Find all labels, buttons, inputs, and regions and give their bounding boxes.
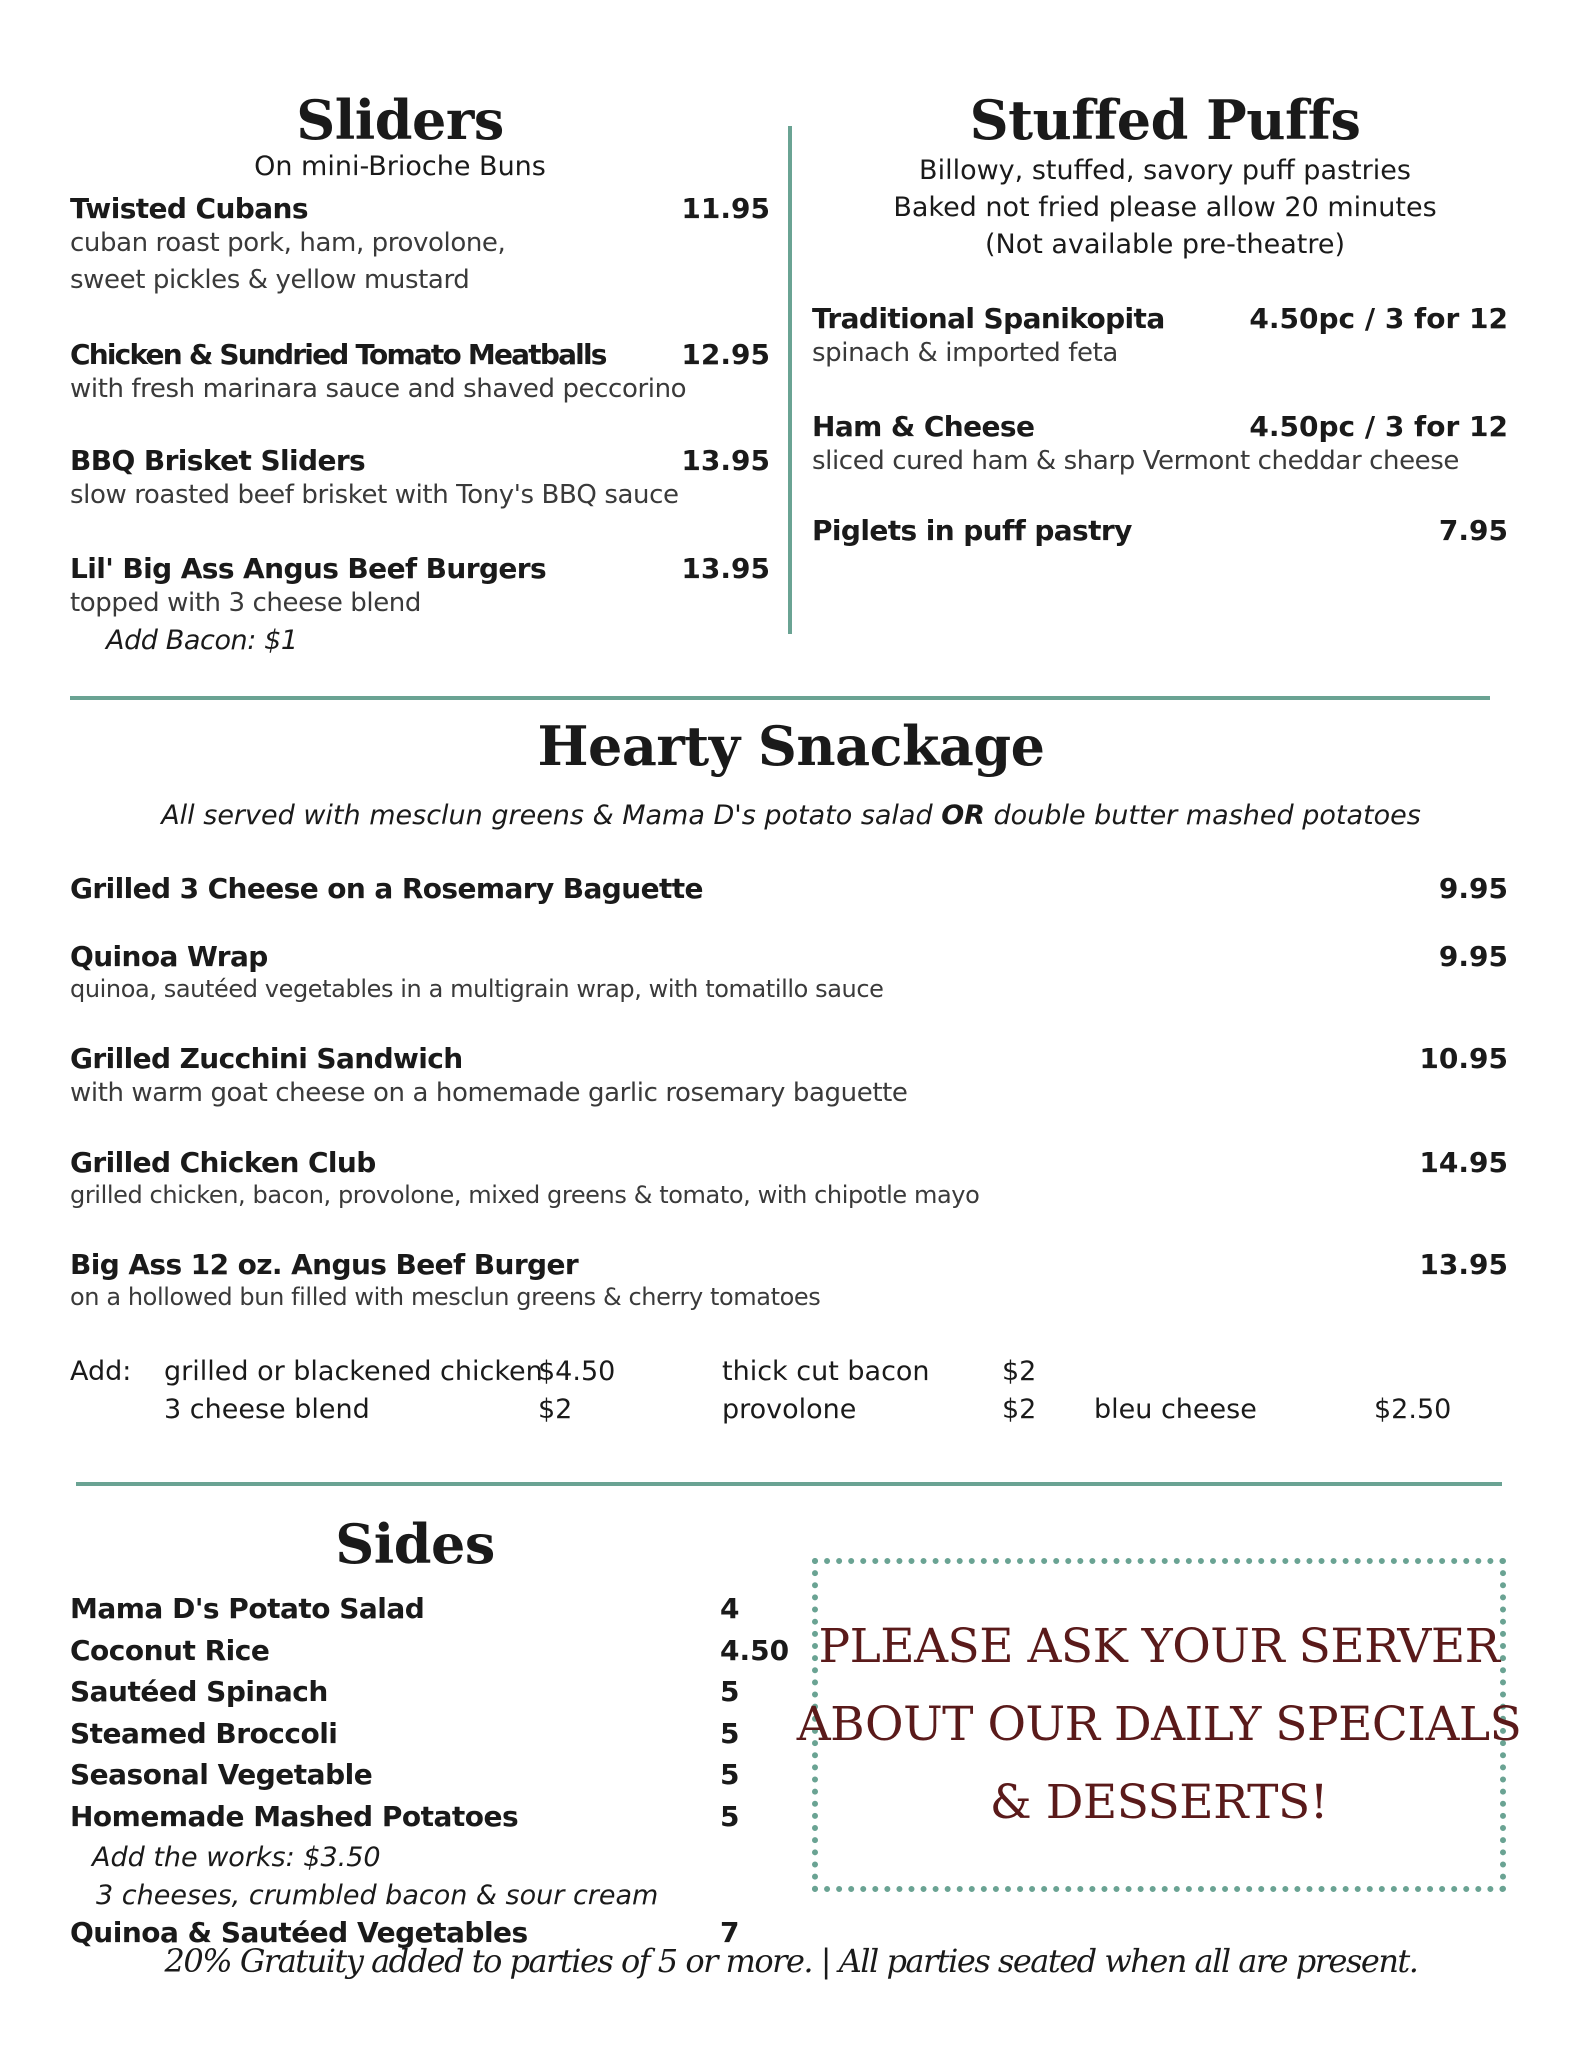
item-desc: slow roasted beef brisket with Tony's BBQ sauce xyxy=(70,480,679,510)
puffs-subtitle xyxy=(820,152,1510,263)
addon-cheese-blend-price: $2 xyxy=(538,1394,573,1425)
addon-bacon-price: $2 xyxy=(1002,1356,1037,1387)
addon-chicken-price: $4.50 xyxy=(538,1356,616,1387)
side-name: Quinoa & Sautéed Vegetables xyxy=(70,1916,528,1949)
item-desc: quinoa, sautéed vegetables in a multigrain wrap, with tomatillo sauce xyxy=(70,975,884,1003)
item-price: 7.95 xyxy=(1438,514,1508,547)
slider-item xyxy=(70,444,770,514)
puffs-subtitle-line: Baked not fried please allow 20 minutes xyxy=(893,192,1437,223)
sides-title: Sides xyxy=(335,1512,495,1576)
addons-label: Add: xyxy=(70,1356,132,1387)
column-divider xyxy=(788,126,792,634)
side-price: 4 xyxy=(720,1592,740,1625)
addon-bleu-price: $2.50 xyxy=(1374,1394,1452,1425)
side-row xyxy=(70,1590,810,1632)
addon-bacon: thick cut bacon xyxy=(722,1356,930,1387)
item-price: 9.95 xyxy=(1438,940,1508,973)
item-name: Ham & Cheese xyxy=(812,410,1035,443)
addon-bleu: bleu cheese xyxy=(1094,1394,1257,1425)
item-name: Lil' Big Ass Angus Beef Burgers xyxy=(70,552,547,585)
item-price: 13.95 xyxy=(681,552,770,585)
side-price: 5 xyxy=(720,1716,740,1750)
hearty-item xyxy=(70,872,1508,905)
item-desc: cuban roast pork, ham, provolone, xyxy=(70,228,506,258)
side-price: 7 xyxy=(720,1916,740,1949)
item-name: Twisted Cubans xyxy=(70,192,308,225)
hearty-item xyxy=(70,1146,1508,1211)
item-name: Quinoa Wrap xyxy=(70,940,268,973)
addon-chicken: grilled or blackened chicken xyxy=(164,1356,543,1387)
side-price: 5 xyxy=(720,1799,740,1833)
hearty-item xyxy=(70,940,1508,1005)
item-name: BBQ Brisket Sliders xyxy=(70,444,366,477)
sliders-subtitle: On mini-Brioche Buns xyxy=(254,151,546,182)
puffs-title: Stuffed Puffs xyxy=(969,88,1361,152)
side-row xyxy=(70,1673,810,1715)
side-row xyxy=(70,1798,810,1840)
side-row xyxy=(70,1632,810,1674)
puff-item xyxy=(812,302,1508,372)
item-addon: Add Bacon: $1 xyxy=(106,625,298,656)
hearty-item xyxy=(70,1042,1508,1112)
slider-item xyxy=(70,338,770,408)
section-divider xyxy=(70,696,1490,700)
item-price: 13.95 xyxy=(681,444,770,477)
footer-note: 20% Gratuity added to parties of 5 or more. | All parties seated when all are present. xyxy=(164,1942,1418,1980)
side-price: 5 xyxy=(720,1675,740,1708)
item-price: 13.95 xyxy=(1419,1248,1508,1281)
item-name: Piglets in puff pastry xyxy=(812,514,1132,547)
item-desc: with warm goat cheese on a homemade garlic rosemary baguette xyxy=(70,1078,908,1108)
item-name: Grilled Chicken Club xyxy=(70,1146,376,1179)
slider-item xyxy=(70,192,770,299)
side-row xyxy=(70,1715,810,1757)
item-desc: with fresh marinara sauce and shaved peccorino xyxy=(70,374,687,404)
item-name: Grilled Zucchini Sandwich xyxy=(70,1042,463,1075)
sliders-title: Sliders xyxy=(296,88,504,152)
slider-item xyxy=(70,552,770,659)
puff-item xyxy=(812,514,1508,547)
puffs-subtitle-line: Billowy, stuffed, savory puff pastries xyxy=(919,155,1411,186)
sides-list xyxy=(70,1590,810,1956)
hearty-subtitle-text: double butter mashed potatoes xyxy=(984,800,1421,831)
item-name: Chicken & Sundried Tomato Meatballs xyxy=(70,338,606,371)
item-desc: on a hollowed bun filled with mesclun greens & cherry tomatoes xyxy=(70,1283,821,1311)
hearty-title: Hearty Snackage xyxy=(537,714,1045,778)
item-price: 12.95 xyxy=(681,338,770,371)
addon-provolone: provolone xyxy=(722,1394,857,1425)
puff-item xyxy=(812,410,1508,480)
item-name: Big Ass 12 oz. Angus Beef Burger xyxy=(70,1248,579,1281)
item-name: Traditional Spanikopita xyxy=(812,302,1165,335)
item-price: 9.95 xyxy=(1438,872,1508,905)
item-desc: sweet pickles & yellow mustard xyxy=(70,265,470,295)
hearty-subtitle-text: All served with mesclun greens & Mama D's potato salad xyxy=(161,800,942,831)
hearty-subtitle xyxy=(0,800,1582,831)
side-name: Homemade Mashed Potatoes xyxy=(70,1799,519,1833)
side-price: 4.50 xyxy=(720,1633,790,1667)
specials-line: & DESSERTS! xyxy=(989,1775,1329,1830)
side-price: 5 xyxy=(720,1758,740,1791)
item-price: 14.95 xyxy=(1419,1146,1508,1179)
item-price: 11.95 xyxy=(681,192,770,225)
side-name: Coconut Rice xyxy=(70,1633,270,1667)
side-name: Mama D's Potato Salad xyxy=(70,1592,425,1625)
side-name: Steamed Broccoli xyxy=(70,1716,338,1750)
puffs-subtitle-line: (Not available pre-theatre) xyxy=(985,229,1345,260)
specials-box xyxy=(796,1558,1522,1892)
hearty-subtitle-or: OR xyxy=(941,800,985,831)
addon-provolone-price: $2 xyxy=(1002,1394,1037,1425)
item-desc: topped with 3 cheese blend xyxy=(70,588,421,618)
side-name: Seasonal Vegetable xyxy=(70,1758,373,1791)
specials-line: ABOUT OUR DAILY SPECIALS xyxy=(796,1697,1522,1752)
side-name: Sautéed Spinach xyxy=(70,1675,328,1708)
side-addon-detail: 3 cheeses, crumbled bacon & sour cream xyxy=(96,1879,659,1911)
section-divider xyxy=(76,1482,1502,1486)
item-desc: grilled chicken, bacon, provolone, mixed greens & tomato, with chipotle mayo xyxy=(70,1181,980,1209)
specials-line: PLEASE ASK YOUR SERVER xyxy=(818,1619,1500,1674)
item-price: 4.50pc / 3 for 12 xyxy=(1249,302,1508,335)
item-name: Grilled 3 Cheese on a Rosemary Baguette xyxy=(70,872,703,905)
item-price: 10.95 xyxy=(1419,1042,1508,1075)
item-price: 4.50pc / 3 for 12 xyxy=(1249,410,1508,443)
addon-cheese-blend: 3 cheese blend xyxy=(164,1394,370,1425)
hearty-item xyxy=(70,1248,1508,1313)
item-desc: sliced cured ham & sharp Vermont cheddar cheese xyxy=(812,446,1460,476)
side-row xyxy=(70,1756,810,1798)
item-desc: spinach & imported feta xyxy=(812,338,1118,368)
side-addon: Add the works: $3.50 xyxy=(92,1842,381,1873)
